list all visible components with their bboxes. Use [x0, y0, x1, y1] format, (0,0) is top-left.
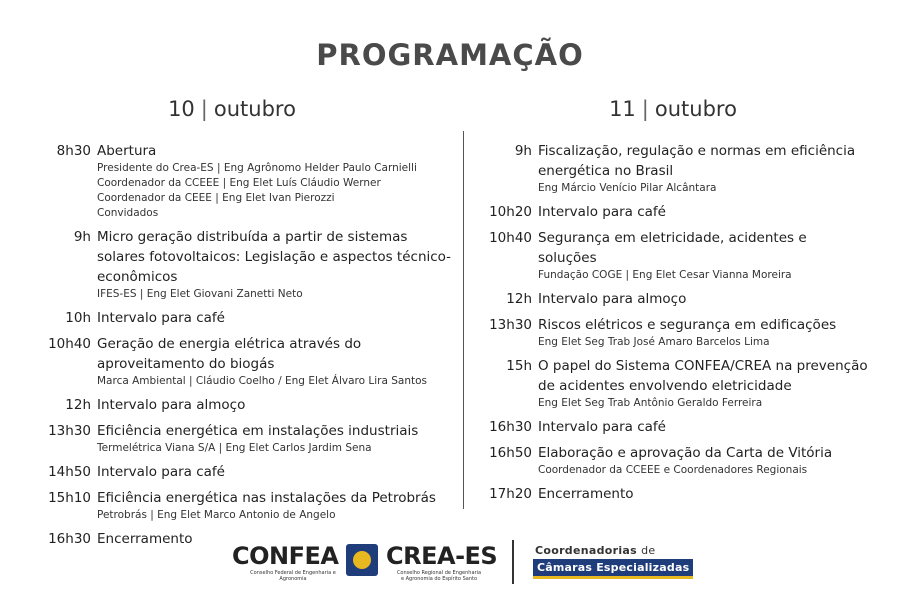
camaras-especializadas-badge: Câmaras Especializadas	[533, 559, 693, 579]
schedule-item	[489, 443, 868, 478]
schedule-item	[489, 228, 868, 283]
schedule-item-time: 15h10	[48, 490, 91, 506]
day2-month: outubro	[654, 97, 737, 121]
schedule-item	[489, 202, 868, 222]
schedule-item-title: Intervalo para café	[97, 464, 225, 480]
schedule-item-detail: Coordenador da CCEEE | Eng Elet Luís Cláudio Werner	[97, 177, 381, 189]
schedule-item-time: 12h	[506, 291, 532, 307]
schedule-item	[65, 308, 452, 328]
schedule-item-detail: Convidados	[97, 207, 159, 219]
crea-logo: CREA-ES	[386, 542, 498, 570]
day1-month: outubro	[213, 97, 296, 121]
schedule-item-time: 15h	[506, 358, 532, 374]
schedule-item-time: 16h50	[489, 445, 532, 461]
schedule-item	[48, 462, 452, 482]
schedule-item-title: Intervalo para café	[538, 419, 666, 435]
schedule-item-detail: Eng Elet Seg Trab José Amaro Barcelos Lima	[538, 336, 770, 348]
page-title: PROGRAMAÇÃO	[316, 38, 584, 72]
schedule-item-detail: Coordenador da CEEE | Eng Elet Ivan Pierozzi	[97, 192, 335, 204]
day2-heading	[523, 97, 823, 121]
schedule-item-time: 17h20	[489, 486, 532, 502]
schedule-item-time: 9h	[514, 143, 532, 159]
schedule-item-title: Micro geração distribuída a partir de sistemas solares fotovoltaicos: Legislação e aspectos técnico-econômicos	[97, 229, 452, 285]
day2-separator: |	[641, 97, 649, 121]
schedule-item-title: Intervalo para café	[538, 204, 666, 220]
schedule-item-time: 13h30	[489, 317, 532, 333]
confea-logo-subtitle: Conselho Federal de Engenharia e Agronomia	[250, 570, 336, 582]
schedule-item	[48, 421, 452, 456]
schedule-item	[514, 141, 868, 196]
schedule-item-title: Intervalo para café	[97, 310, 225, 326]
day1-schedule	[48, 141, 452, 555]
schedule-item-title: Geração de energia elétrica através do aproveitamento do biogás	[97, 336, 362, 372]
coordenadorias-label: Coordenadorias de	[535, 544, 656, 557]
schedule-item-time: 13h30	[48, 423, 91, 439]
day1-separator: |	[200, 97, 208, 121]
schedule-item	[506, 289, 868, 309]
schedule-item-detail: Marca Ambiental | Cláudio Coelho / Eng Elet Álvaro Lira Santos	[97, 375, 427, 387]
schedule-item-title: Eficiência energética nas instalações da Petrobrás	[97, 490, 436, 506]
schedule-item-title: Elaboração e aprovação da Carta de Vitória	[538, 445, 833, 461]
schedule-item	[489, 484, 868, 504]
footer-divider	[512, 540, 514, 584]
schedule-item-time: 10h20	[489, 204, 532, 220]
schedule-item-time: 8h30	[56, 143, 91, 159]
schedule-item-title: Segurança em eletricidade, acidentes e soluções	[538, 230, 807, 266]
schedule-item	[506, 356, 868, 411]
seal-icon	[346, 544, 378, 576]
schedule-item-time: 14h50	[48, 464, 91, 480]
schedule-item-title: Riscos elétricos e segurança em edificações	[538, 317, 837, 333]
schedule-item-time: 16h30	[48, 531, 91, 547]
schedule-item-detail: IFES-ES | Eng Elet Giovani Zanetti Neto	[97, 288, 303, 300]
day2-schedule	[489, 141, 868, 510]
day2-number: 11	[609, 97, 636, 121]
schedule-item-time: 10h40	[48, 336, 91, 352]
schedule-item-detail: Fundação COGE | Eng Elet Cesar Vianna Moreira	[538, 269, 792, 281]
schedule-item-title: Encerramento	[97, 531, 193, 547]
schedule-item	[48, 334, 452, 389]
schedule-item-time: 10h	[65, 310, 91, 326]
schedule-item-detail: Eng Elet Seg Trab Antônio Geraldo Ferreira	[538, 397, 763, 409]
footer-logos	[0, 538, 900, 588]
schedule-item-title: Intervalo para almoço	[538, 291, 687, 307]
day1-number: 10	[168, 97, 195, 121]
day1-heading	[82, 97, 382, 121]
schedule-item-detail: Eng Márcio Venício Pilar Alcântara	[538, 182, 717, 194]
schedule-item-title: Encerramento	[538, 486, 634, 502]
column-divider	[463, 131, 464, 509]
schedule-item	[489, 417, 868, 437]
schedule-item	[73, 227, 452, 302]
confea-logo: CONFEA	[232, 542, 339, 570]
schedule-item	[56, 141, 452, 221]
schedule-item	[489, 315, 868, 350]
schedule-item-title: Eficiência energética em instalações industriais	[97, 423, 419, 439]
schedule-item	[65, 395, 452, 415]
schedule-item-time: 9h	[73, 229, 91, 245]
schedule-item-detail: Termelétrica Viana S/A | Eng Elet Carlos Jardim Sena	[97, 442, 372, 454]
schedule-item-detail: Presidente do Crea-ES | Eng Agrônomo Helder Paulo Carnielli	[97, 162, 417, 174]
schedule-item-title: Abertura	[97, 143, 157, 159]
crea-logo-subtitle: Conselho Regional de Engenharia e Agronomia do Espírito Santo	[396, 570, 482, 582]
schedule-item	[48, 488, 452, 523]
schedule-item-time: 16h30	[489, 419, 532, 435]
schedule-item-detail: Coordenador da CCEEE e Coordenadores Regionais	[538, 464, 808, 476]
schedule-item-title: Intervalo para almoço	[97, 397, 246, 413]
schedule-item-time: 12h	[65, 397, 91, 413]
schedule-item-detail: Petrobrás | Eng Elet Marco Antonio de Angelo	[97, 509, 336, 521]
schedule-item-time: 10h40	[489, 230, 532, 246]
schedule-item-title: Fiscalização, regulação e normas em eficiência energética no Brasil	[538, 143, 856, 179]
schedule-item-title: O papel do Sistema CONFEA/CREA na prevenção de acidentes envolvendo eletricidade	[538, 358, 868, 394]
